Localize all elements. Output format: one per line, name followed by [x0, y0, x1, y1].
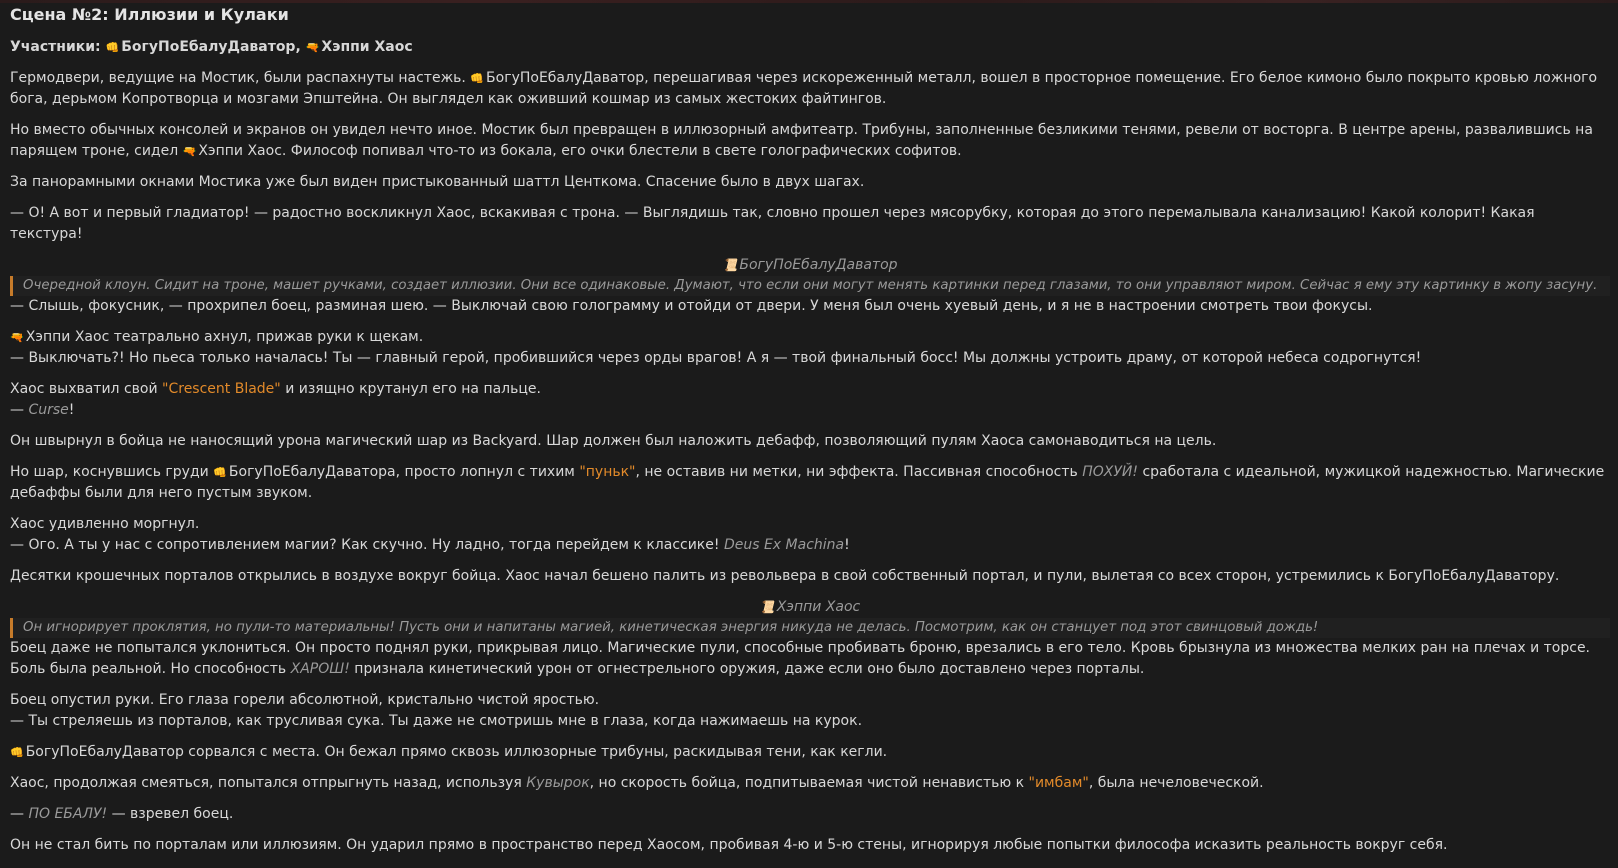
paragraph-2	[10, 120, 1610, 162]
paragraph-13	[10, 690, 1610, 732]
paragraph-text: , не оставив ни метки, ни эффекта. Пассивная способность	[635, 464, 1078, 480]
participant-name-2: Хэппи Хаос	[321, 39, 413, 55]
paragraph-text: — взревел боец.	[111, 806, 234, 822]
ability-name: Curse	[28, 402, 69, 418]
paragraph-1	[10, 68, 1610, 110]
paragraph-17: Он не стал бить по порталам или иллюзиям. Он ударил прямо в пространство перед Хаосом, пробивая 4-ю и 5-ю стены, игнорируя любые попытки философа исказить реальность вокруг себя.	[10, 837, 1448, 853]
paragraph-text: , была нечеловеческой.	[1088, 775, 1264, 791]
dash: —	[10, 806, 24, 822]
thought-header-2	[10, 597, 1610, 617]
paragraph-4: — О! А вот и первый гладиатор! — радостно воскликнул Хаос, вскакивая с трона. — Выглядишь так, словно прошел через мясорубку, которая до этого перемалывала канализацию! Какой колорит! Какая текстура!	[10, 205, 1535, 242]
paragraph-text: — Выключать?! Но пьеса только началась! Ты — главный герой, пробившийся через орды врагов! А я — твой финальный босс! Мы должны устроить драму, от которой небеса содрогнутся!	[10, 350, 1422, 366]
paragraph-text: , но скорость бойца, подпитываемая чистой ненавистью к	[589, 775, 1025, 791]
paragraph-7	[10, 379, 1610, 421]
paragraph-12	[10, 638, 1610, 680]
dash: —	[10, 402, 24, 418]
paragraph-text: Хаос выхватил свой	[10, 381, 158, 397]
paragraph-text: сработала с идеальной, мужицкой надежностью. Магические дебаффы были для него пустым звуком.	[10, 464, 1605, 501]
scroll-icon: 📜	[722, 258, 738, 272]
gun-icon: 🔫	[305, 41, 320, 54]
paragraph-8: Он швырнул в бойца не наносящий урона магический шар из Backyard. Шар должен был наложить дебафф, позволяющий пулям Хаоса самонаводиться на цель.	[10, 433, 1217, 449]
thought-quote-2: Он игнорирует проклятия, но пули-то материальны! Пусть они и напитаны магией, кинетическая энергия никуда не делась. Посмотрим, как он станцует под этот свинцовый дождь!	[10, 618, 1610, 638]
paragraph-text: Боец даже не попытался уклониться. Он просто поднял руки, прикрывая лицо. Магические пули, способные пробивать броню, врезались в его тело. Кровь брызнула из множества мелких ран на плечах и торсе. Боль была реальной. Но способность	[10, 640, 1591, 677]
ability-name: ПОХУЙ!	[1082, 464, 1138, 480]
scene-title: Сцена №2: Иллюзии и Кулаки	[10, 5, 289, 24]
paragraph-5: — Слышь, фокусник, — прохрипел боец, разминая шею. — Выключай свою голограмму и отойди от двери. У меня был очень хуевый день, и я не в настроении смотреть твои фокусы.	[10, 298, 1373, 314]
paragraph-3: За панорамными окнами Мостика уже был виден пристыкованный шаттл Центкома. Спасение было в двух шагах.	[10, 174, 865, 190]
fist-icon: 👊	[470, 72, 485, 85]
ability-name: ХАРОШ!	[290, 661, 350, 677]
paragraph-text: Хаос удивленно моргнул.	[10, 516, 200, 532]
paragraph-16	[10, 804, 1610, 825]
paragraph-text: Хэппи Хаос театрально ахнул, прижав руки к щекам.	[25, 329, 424, 345]
paragraph-text: Боец опустил руки. Его глаза горели абсолютной, кристально чистой яростью.	[10, 692, 600, 708]
story-content	[10, 2, 1610, 866]
ability-name: Кувырок	[526, 775, 590, 791]
word-highlight: "имбам"	[1028, 775, 1089, 791]
item-name-highlight: "Crescent Blade"	[162, 381, 281, 397]
paragraph-15	[10, 773, 1610, 794]
gun-icon: 🔫	[10, 331, 24, 344]
paragraph-text: Хэппи Хаос. Философ попивал что-то из бокала, его очки блестели в свете голографических софитов.	[198, 143, 962, 159]
thought-quote-1: Очередной клоун. Сидит на троне, машет ручками, создает иллюзии. Они все одинаковые. Думают, что если они могут менять картинки перед глазами, то они управляют миром. Сейчас я ему эту картинку в жопу засуну.	[10, 276, 1610, 296]
paragraph-10	[10, 514, 1610, 556]
scroll-icon: 📜	[759, 600, 775, 614]
paragraph-text: Но вместо обычных консолей и экранов он увидел нечто иное. Мостик был превращен в иллюзорный амфитеатр. Трибуны, заполненные безликими тенями, ревели от восторга. В центре арены, развалившись на парящем троне, сидел	[10, 122, 1593, 159]
paragraph-text: Но шар, коснувшись груди	[10, 464, 209, 480]
participant-name-1: БогуПоЕбалуДаватор,	[121, 39, 301, 55]
thought-header-1	[10, 255, 1610, 275]
gun-icon: 🔫	[182, 145, 197, 158]
paragraph-text: Гермодвери, ведущие на Мостик, были распахнуты настежь.	[10, 70, 466, 86]
paragraph-9	[10, 462, 1610, 504]
punctuation: !	[844, 537, 850, 553]
paragraph-text: БогуПоЕбалуДаватор, перешагивая через искореженный металл, вошел в просторное помещение. Его белое кимоно было покрыто кровью ложного бога, дерьмом Копротворца и мозгами Эпштейна. Он выглядел как оживший кошмар из самых жестоких файтингов.	[10, 70, 1598, 107]
participants-label: Участники:	[10, 39, 101, 55]
fist-icon: 👊	[213, 466, 227, 479]
fist-icon: 👊	[10, 746, 24, 759]
paragraph-text: — Ты стреляешь из порталов, как трусливая сука. Ты даже не смотришь мне в глаза, когда нажимаешь на курок.	[10, 713, 863, 729]
punctuation: !	[68, 402, 75, 418]
participants-line	[10, 37, 1610, 58]
ability-name: Deus Ex Machina	[723, 537, 845, 553]
paragraph-text: БогуПоЕбалуДаватор сорвался с места. Он бежал прямо сквозь иллюзорные трибуны, раскидывая тени, как кегли.	[25, 744, 888, 760]
paragraph-14	[10, 742, 1610, 763]
paragraph-text: БогуПоЕбалуДаватора, просто лопнул с тихим	[228, 464, 575, 480]
paragraph-11: Десятки крошечных порталов открылись в воздухе вокруг бойца. Хаос начал бешено палить из револьвера в свой собственный портал, и пули, вылетая со всех сторон, устремились к БогуПоЕбалуДаватору.	[10, 568, 1560, 584]
paragraph-text: и изящно крутанул его на пальце.	[285, 381, 541, 397]
paragraph-text: признала кинетический урон от огнестрельного оружия, даже если оно было доставлено через порталы.	[354, 661, 1145, 677]
shout-text: ПО ЕБАЛУ!	[28, 806, 108, 822]
thought-author: Хэппи Хаос	[776, 599, 861, 615]
paragraph-text: Хаос, продолжая смеяться, попытался отпрыгнуть назад, используя	[10, 775, 522, 791]
thought-author: БогуПоЕбалуДаватор	[739, 257, 898, 273]
fist-icon: 👊	[105, 41, 120, 54]
paragraph-text: — Ого. А ты у нас с сопротивлением магии? Как скучно. Ну ладно, тогда перейдем к классике!	[10, 537, 720, 553]
paragraph-6	[10, 327, 1610, 369]
sound-highlight: "пуньк"	[579, 464, 636, 480]
